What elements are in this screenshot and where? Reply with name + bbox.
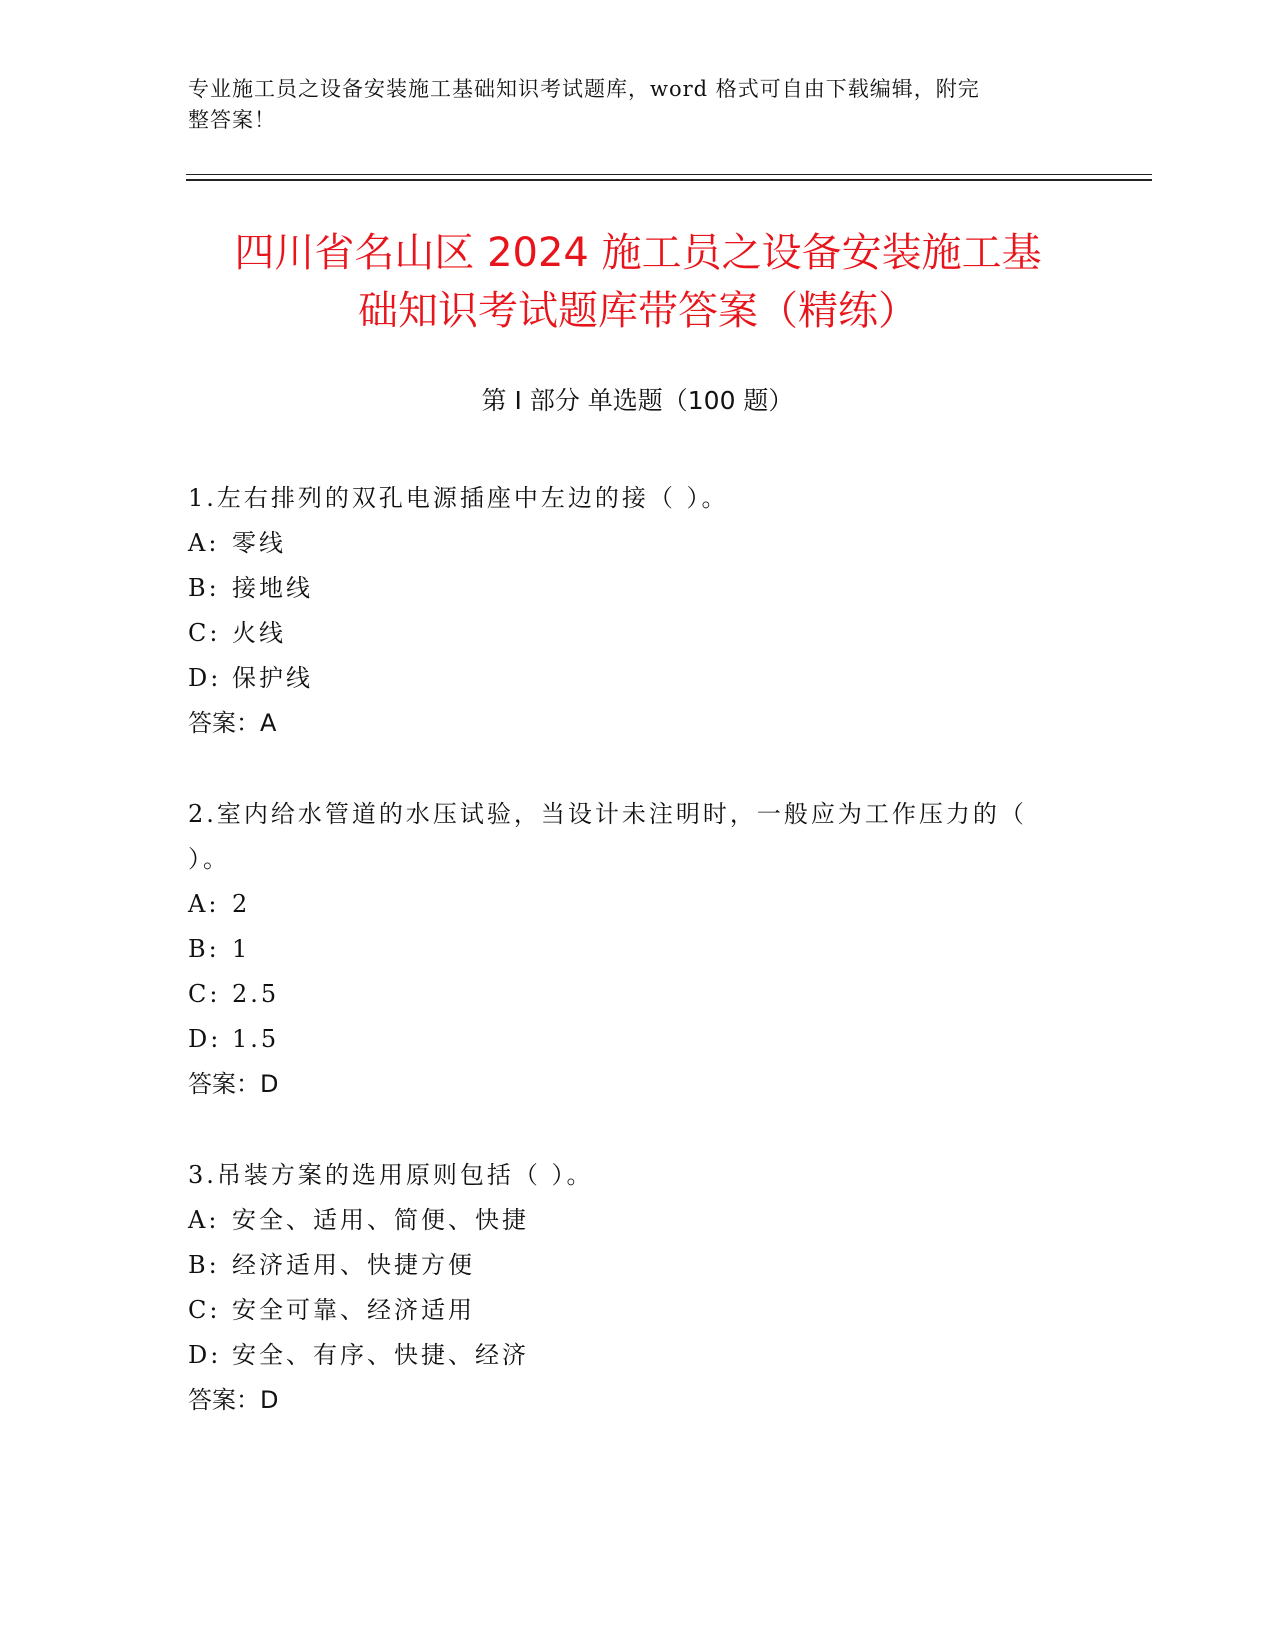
option-key: A: bbox=[188, 529, 220, 557]
option-text: 经济适用、快捷方便 bbox=[232, 1251, 475, 1279]
option-key: D: bbox=[188, 1341, 222, 1369]
option-key: D: bbox=[188, 1025, 222, 1053]
option-key: B: bbox=[188, 1251, 220, 1279]
option-text: 安全、有序、快捷、经济 bbox=[232, 1341, 529, 1369]
title-line-1: 四川省名山区 2024 施工员之设备安装施工基 bbox=[234, 230, 1042, 276]
option-c bbox=[188, 972, 1088, 1017]
option-text: 安全、适用、简便、快捷 bbox=[232, 1206, 529, 1234]
intro-line-1: 专业施工员之设备安装施工基础知识考试题库，word 格式可自由下载编辑，附完 bbox=[188, 77, 980, 101]
option-key: D: bbox=[188, 664, 222, 692]
option-text: 1.5 bbox=[232, 1025, 280, 1053]
option-text: 保护线 bbox=[232, 664, 313, 692]
header-divider-thick bbox=[186, 179, 1152, 181]
option-text: 2.5 bbox=[232, 980, 280, 1008]
option-text: 零线 bbox=[232, 529, 286, 557]
option-key: B: bbox=[188, 935, 220, 963]
document-title bbox=[160, 224, 1116, 340]
option-key: C: bbox=[188, 980, 221, 1008]
option-d bbox=[188, 1017, 1088, 1062]
section-heading: 第 I 部分 单选题（100 题） bbox=[481, 386, 794, 415]
option-b bbox=[188, 927, 1088, 972]
option-text: 安全可靠、经济适用 bbox=[232, 1296, 475, 1324]
option-key: A: bbox=[188, 1206, 220, 1234]
option-text: 火线 bbox=[232, 619, 286, 647]
question-item bbox=[188, 476, 1088, 746]
option-d bbox=[188, 656, 1088, 701]
option-key: A: bbox=[188, 890, 220, 918]
option-text: 2 bbox=[232, 890, 251, 918]
option-c bbox=[188, 1288, 1088, 1333]
option-b bbox=[188, 1243, 1088, 1288]
option-key: C: bbox=[188, 619, 221, 647]
option-key: B: bbox=[188, 574, 220, 602]
question-item bbox=[188, 792, 1088, 1107]
header-divider-thin bbox=[186, 174, 1152, 175]
intro-line-2: 整答案！ bbox=[188, 108, 276, 132]
question-list bbox=[188, 476, 1088, 1469]
option-a bbox=[188, 521, 1088, 566]
option-text: 1 bbox=[232, 935, 251, 963]
answer-line: 答案：D bbox=[188, 1070, 279, 1098]
option-text: 接地线 bbox=[232, 574, 313, 602]
option-a bbox=[188, 882, 1088, 927]
answer-line: 答案：A bbox=[188, 709, 277, 737]
title-line-2: 础知识考试题库带答案（精练） bbox=[358, 288, 918, 334]
intro-text bbox=[188, 74, 1068, 136]
option-c bbox=[188, 611, 1088, 656]
option-key: C: bbox=[188, 1296, 221, 1324]
question-stem: 1.左右排列的双孔电源插座中左边的接（ ）。 bbox=[188, 484, 729, 512]
question-stem: 2.室内给水管道的水压试验，当设计未注明时，一般应为工作压力的（ ）。 bbox=[188, 800, 1027, 873]
question-item bbox=[188, 1153, 1088, 1423]
question-stem: 3.吊装方案的选用原则包括（ ）。 bbox=[188, 1161, 594, 1189]
option-a bbox=[188, 1198, 1088, 1243]
answer-line: 答案：D bbox=[188, 1386, 279, 1414]
option-b bbox=[188, 566, 1088, 611]
option-d bbox=[188, 1333, 1088, 1378]
